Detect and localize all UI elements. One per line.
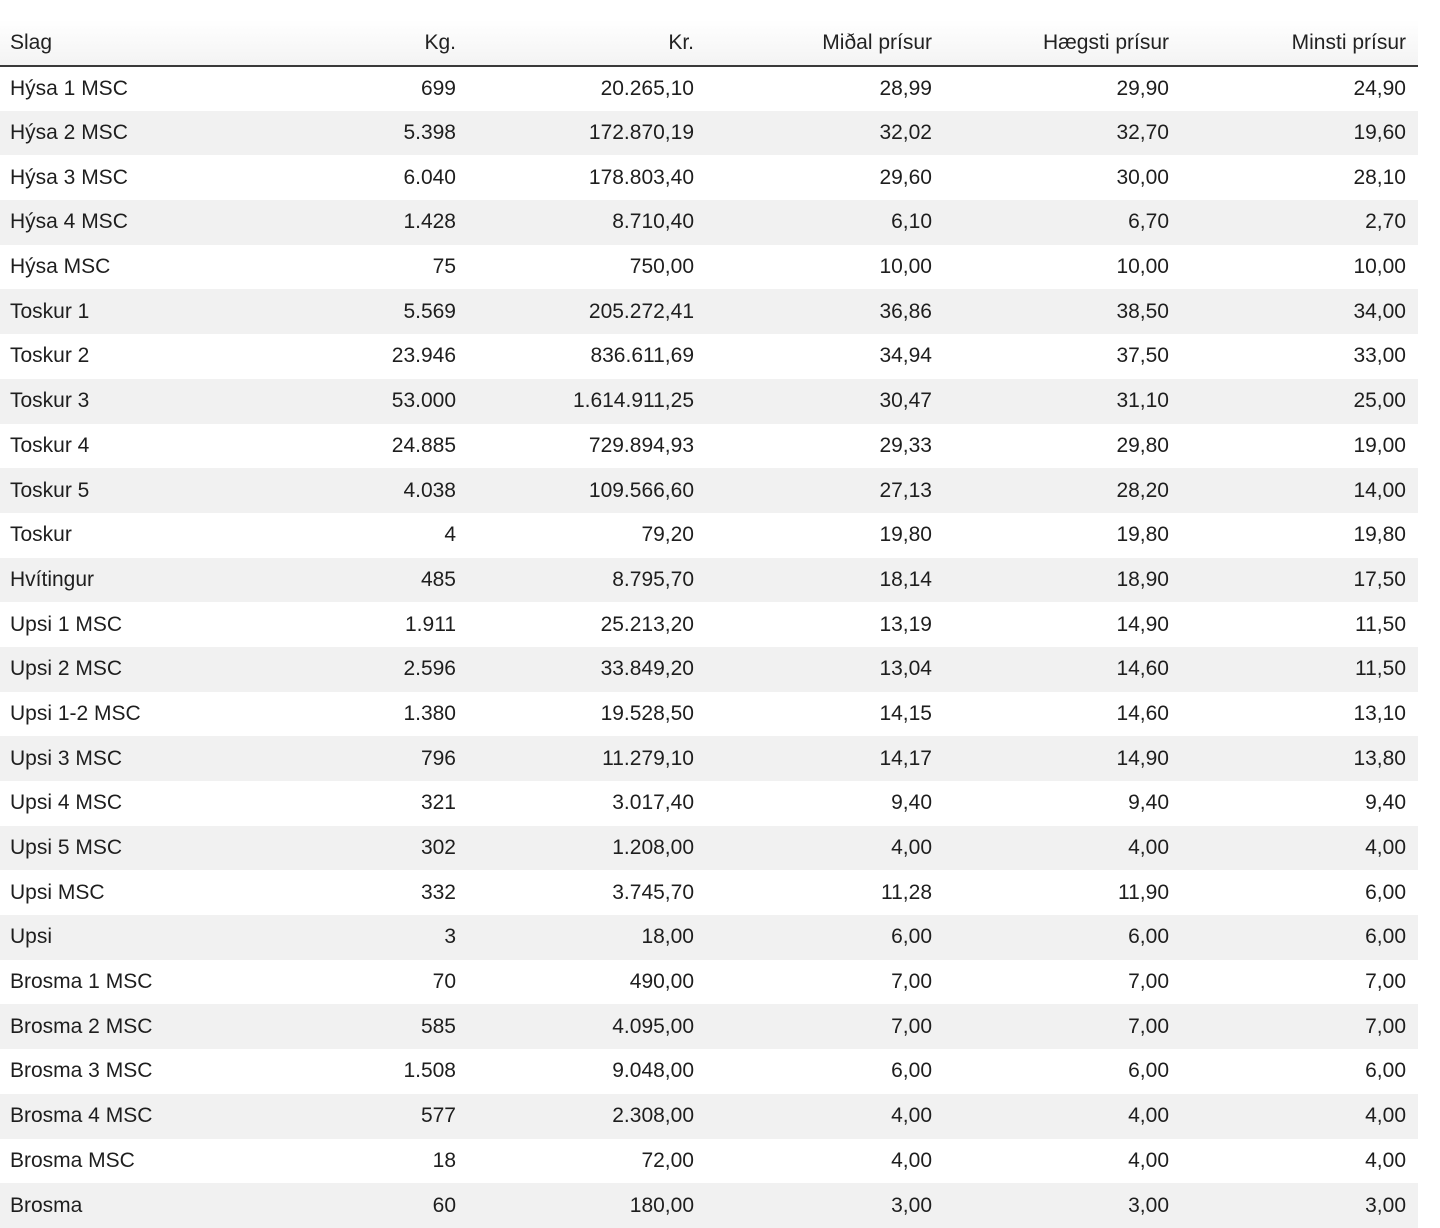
- kg-cell: 302: [420, 836, 456, 860]
- table-header-row: [0, 20, 1418, 66]
- average-price-cell: 4,00: [891, 1148, 932, 1172]
- average-price-cell: 3,00: [891, 1193, 932, 1217]
- lowest-price-cell: 19,00: [1353, 433, 1406, 457]
- species-cell: Upsi 1 MSC: [10, 612, 123, 636]
- kr-cell: 836.611,69: [590, 344, 694, 368]
- lowest-price-cell: 14,00: [1353, 478, 1406, 502]
- kg-cell: 1.428: [403, 210, 456, 234]
- kg-cell: 4.038: [403, 478, 456, 502]
- kr-cell: 11.279,10: [602, 746, 694, 770]
- highest-price-cell: 6,00: [1128, 1059, 1169, 1083]
- species-cell: Brosma MSC: [10, 1148, 135, 1172]
- kr-cell: 33.849,20: [600, 657, 694, 681]
- lowest-price-cell: 4,00: [1365, 1148, 1406, 1172]
- average-price-cell: 32,02: [879, 121, 932, 145]
- lowest-price-cell: 2,70: [1365, 210, 1406, 234]
- kg-cell: 321: [420, 791, 456, 815]
- average-price-cell: 13,19: [879, 612, 932, 636]
- lowest-price-cell: 6,00: [1365, 1059, 1406, 1083]
- kg-cell: 4: [444, 523, 456, 547]
- table-row: [0, 513, 1418, 558]
- price-table: [0, 20, 1418, 1228]
- kr-cell: 180,00: [629, 1193, 694, 1217]
- average-price-cell: 13,04: [879, 657, 932, 681]
- average-price-cell: 6,00: [891, 1059, 932, 1083]
- species-cell: Hýsa 3 MSC: [10, 165, 128, 189]
- kr-cell: 79,20: [641, 523, 694, 547]
- lowest-price-cell: 7,00: [1365, 1014, 1406, 1038]
- kr-cell: 2.308,00: [612, 1104, 694, 1128]
- species-cell: Brosma: [10, 1193, 83, 1217]
- table-row: [0, 602, 1418, 647]
- kr-cell: 8.710,40: [612, 210, 694, 234]
- lowest-price-cell: 28,10: [1353, 165, 1406, 189]
- table-row: [0, 66, 1418, 111]
- kr-cell: 490,00: [629, 970, 694, 994]
- table-row: [0, 736, 1418, 781]
- highest-price-cell: 10,00: [1116, 255, 1169, 279]
- table-row: [0, 424, 1418, 469]
- lowest-price-cell: 11,50: [1355, 657, 1406, 681]
- average-price-cell: 10,00: [879, 255, 932, 279]
- kg-cell: 70: [432, 970, 456, 994]
- kr-cell: 3.745,70: [612, 880, 694, 904]
- table-row: [0, 915, 1418, 960]
- kg-cell: 1.380: [403, 701, 456, 725]
- average-price-cell: 14,15: [879, 701, 932, 725]
- highest-price-cell: 7,00: [1128, 970, 1169, 994]
- average-price-cell: 4,00: [891, 836, 932, 860]
- highest-price-cell: 28,20: [1116, 478, 1169, 502]
- lowest-price-cell: 3,00: [1365, 1193, 1406, 1217]
- table-row: [0, 379, 1418, 424]
- highest-price-cell: 37,50: [1116, 344, 1169, 368]
- average-price-cell: 7,00: [891, 970, 932, 994]
- species-cell: Toskur 3: [10, 389, 90, 413]
- kg-cell: 5.569: [403, 299, 456, 323]
- kr-cell: 3.017,40: [612, 791, 694, 815]
- lowest-price-cell: 24,90: [1353, 76, 1406, 100]
- lowest-price-cell: 10,00: [1353, 255, 1406, 279]
- highest-price-cell: 14,60: [1116, 657, 1169, 681]
- table-row: [0, 245, 1418, 290]
- species-cell: Brosma 2 MSC: [10, 1014, 153, 1038]
- average-price-cell: 30,47: [879, 389, 932, 413]
- lowest-price-cell: 34,00: [1353, 299, 1406, 323]
- average-price-cell: 18,14: [879, 567, 932, 591]
- highest-price-cell: 31,10: [1116, 389, 1169, 413]
- table-row: [0, 558, 1418, 603]
- table-row: [0, 200, 1418, 245]
- kr-cell: 4.095,00: [612, 1014, 694, 1038]
- lowest-price-cell: 4,00: [1365, 836, 1406, 860]
- kg-cell: 53.000: [391, 389, 456, 413]
- table-row: [0, 1094, 1418, 1139]
- species-cell: Toskur 1: [10, 299, 90, 323]
- kr-cell: 1.208,00: [612, 836, 694, 860]
- highest-price-cell: 11,90: [1118, 880, 1169, 904]
- column-header-average-price[interactable]: Miðal prísur: [706, 20, 944, 66]
- table-row: [0, 870, 1418, 915]
- kr-cell: 18,00: [641, 925, 694, 949]
- highest-price-cell: 30,00: [1116, 165, 1169, 189]
- kr-cell: 178.803,40: [588, 165, 694, 189]
- highest-price-cell: 38,50: [1116, 299, 1169, 323]
- kg-cell: 5.398: [403, 121, 456, 145]
- average-price-cell: 29,33: [879, 433, 932, 457]
- lowest-price-cell: 25,00: [1353, 389, 1406, 413]
- highest-price-cell: 6,70: [1128, 210, 1169, 234]
- species-cell: Brosma 3 MSC: [10, 1059, 153, 1083]
- highest-price-cell: 29,90: [1116, 76, 1169, 100]
- lowest-price-cell: 19,60: [1353, 121, 1406, 145]
- average-price-cell: 6,00: [891, 925, 932, 949]
- kr-cell: 172.870,19: [588, 121, 694, 145]
- highest-price-cell: 4,00: [1128, 836, 1169, 860]
- kg-cell: 75: [432, 255, 456, 279]
- kr-cell: 1.614.911,25: [572, 389, 694, 413]
- average-price-cell: 9,40: [891, 791, 932, 815]
- kg-cell: 18: [432, 1148, 456, 1172]
- highest-price-cell: 9,40: [1128, 791, 1169, 815]
- average-price-cell: 4,00: [891, 1104, 932, 1128]
- species-cell: Hýsa 2 MSC: [10, 121, 128, 145]
- lowest-price-cell: 9,40: [1365, 791, 1406, 815]
- kg-cell: 332: [420, 880, 456, 904]
- species-cell: Toskur 5: [10, 478, 90, 502]
- highest-price-cell: 7,00: [1128, 1014, 1169, 1038]
- highest-price-cell: 18,90: [1116, 567, 1169, 591]
- highest-price-cell: 32,70: [1116, 121, 1169, 145]
- species-cell: Upsi 1-2 MSC: [10, 701, 141, 725]
- kr-cell: 19.528,50: [600, 701, 694, 725]
- kg-cell: 796: [420, 746, 456, 770]
- table-row: [0, 826, 1418, 871]
- average-price-cell: 11,28: [881, 880, 932, 904]
- species-cell: Toskur 4: [10, 433, 90, 457]
- highest-price-cell: 3,00: [1128, 1193, 1169, 1217]
- species-cell: Upsi 2 MSC: [10, 657, 123, 681]
- kg-cell: 699: [420, 76, 456, 100]
- species-cell: Upsi 3 MSC: [10, 746, 123, 770]
- lowest-price-cell: 13,10: [1353, 701, 1406, 725]
- kr-cell: 20.265,10: [600, 76, 694, 100]
- average-price-cell: 27,13: [879, 478, 932, 502]
- kg-cell: 3: [444, 925, 456, 949]
- lowest-price-cell: 4,00: [1365, 1104, 1406, 1128]
- table-body: [0, 66, 1418, 1228]
- table-row: [0, 1139, 1418, 1184]
- column-header-highest-price[interactable]: Hægsti prísur: [944, 20, 1181, 66]
- highest-price-cell: 4,00: [1128, 1148, 1169, 1172]
- average-price-cell: 19,80: [879, 523, 932, 547]
- average-price-cell: 7,00: [891, 1014, 932, 1038]
- column-header-kg[interactable]: Kg.: [222, 20, 468, 66]
- species-cell: Upsi 5 MSC: [10, 836, 123, 860]
- highest-price-cell: 19,80: [1116, 523, 1169, 547]
- kg-cell: 1.508: [403, 1059, 456, 1083]
- kr-cell: 205.272,41: [588, 299, 694, 323]
- table-row: [0, 647, 1418, 692]
- kr-cell: 25.213,20: [600, 612, 694, 636]
- kg-cell: 585: [420, 1014, 456, 1038]
- species-cell: Brosma 1 MSC: [10, 970, 153, 994]
- lowest-price-cell: 7,00: [1365, 970, 1406, 994]
- table-row: [0, 468, 1418, 513]
- kr-cell: 750,00: [629, 255, 694, 279]
- highest-price-cell: 4,00: [1128, 1104, 1169, 1128]
- average-price-cell: 6,10: [891, 210, 932, 234]
- table-row: [0, 289, 1418, 334]
- lowest-price-cell: 17,50: [1353, 567, 1406, 591]
- lowest-price-cell: 6,00: [1365, 880, 1406, 904]
- table-row: [0, 960, 1418, 1005]
- species-cell: Toskur: [10, 523, 72, 547]
- column-header-kr[interactable]: Kr.: [468, 20, 706, 66]
- highest-price-cell: 14,90: [1116, 746, 1169, 770]
- lowest-price-cell: 13,80: [1353, 746, 1406, 770]
- table-row: [0, 334, 1418, 379]
- highest-price-cell: 14,90: [1116, 612, 1169, 636]
- species-cell: Brosma 4 MSC: [10, 1104, 153, 1128]
- column-header-lowest-price[interactable]: Minsti prísur: [1181, 20, 1418, 66]
- table-row: [0, 1049, 1418, 1094]
- species-cell: Toskur 2: [10, 344, 90, 368]
- kg-cell: 577: [420, 1104, 456, 1128]
- table-row: [0, 1004, 1418, 1049]
- kr-cell: 729.894,93: [588, 433, 694, 457]
- species-cell: Upsi 4 MSC: [10, 791, 123, 815]
- species-cell: Hýsa MSC: [10, 255, 111, 279]
- table-header: [0, 20, 1418, 66]
- lowest-price-cell: 19,80: [1353, 523, 1406, 547]
- table-row: [0, 1183, 1418, 1228]
- average-price-cell: 36,86: [879, 299, 932, 323]
- species-cell: Hýsa 4 MSC: [10, 210, 128, 234]
- lowest-price-cell: 11,50: [1355, 612, 1406, 636]
- kg-cell: 485: [420, 567, 456, 591]
- highest-price-cell: 14,60: [1116, 701, 1169, 725]
- species-cell: Hvítingur: [10, 567, 95, 591]
- kg-cell: 23.946: [391, 344, 456, 368]
- kg-cell: 6.040: [403, 165, 456, 189]
- kr-cell: 8.795,70: [612, 567, 694, 591]
- kg-cell: 1.911: [405, 612, 456, 636]
- average-price-cell: 28,99: [879, 76, 932, 100]
- average-price-cell: 34,94: [879, 344, 932, 368]
- species-cell: Hýsa 1 MSC: [10, 76, 128, 100]
- lowest-price-cell: 6,00: [1365, 925, 1406, 949]
- kg-cell: 24.885: [391, 433, 456, 457]
- kr-cell: 72,00: [641, 1148, 694, 1172]
- table-row: [0, 155, 1418, 200]
- table-row: [0, 111, 1418, 156]
- kg-cell: 2.596: [403, 657, 456, 681]
- kr-cell: 9.048,00: [612, 1059, 694, 1083]
- column-header-species[interactable]: Slag: [0, 20, 222, 66]
- table-row: [0, 692, 1418, 737]
- highest-price-cell: 6,00: [1128, 925, 1169, 949]
- kg-cell: 60: [432, 1193, 456, 1217]
- species-cell: Upsi MSC: [10, 880, 105, 904]
- highest-price-cell: 29,80: [1116, 433, 1169, 457]
- price-table-container: [0, 20, 1418, 1228]
- average-price-cell: 14,17: [879, 746, 932, 770]
- average-price-cell: 29,60: [879, 165, 932, 189]
- kr-cell: 109.566,60: [588, 478, 694, 502]
- species-cell: Upsi: [10, 925, 53, 949]
- lowest-price-cell: 33,00: [1353, 344, 1406, 368]
- table-row: [0, 781, 1418, 826]
